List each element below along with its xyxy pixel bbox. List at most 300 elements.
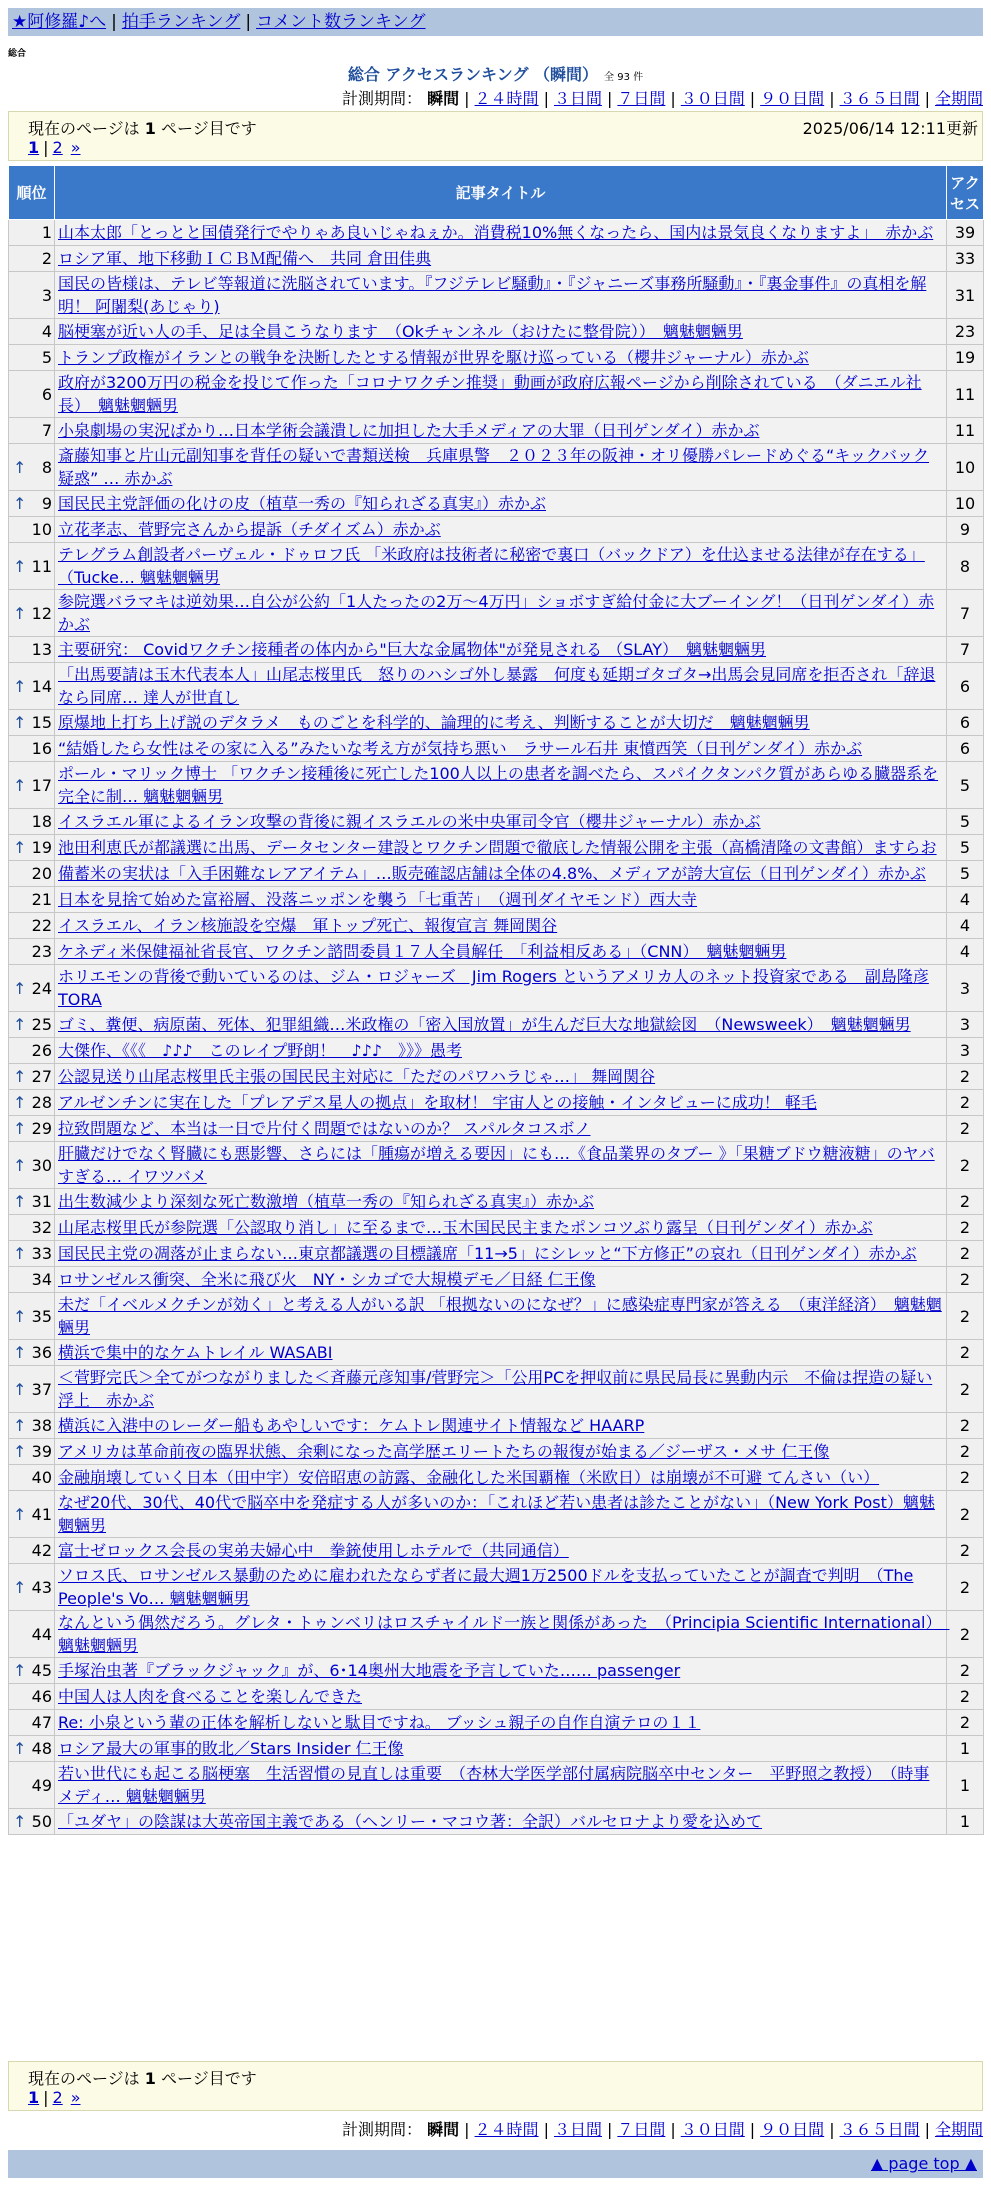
article-title-link[interactable]: テレグラム創設者パーヴェル・ドゥロフ氏 「米政府は技術者に秘密で裏口（バックドア）を仕込ませる法律が存在する」（Tucke… 魑魅魍魎男 [58, 545, 925, 587]
table-row [9, 1710, 984, 1736]
ranking-title-line [0, 62, 991, 85]
rank-number: 4 [41, 322, 52, 341]
table-row [9, 444, 984, 491]
access-count: 8 [947, 543, 984, 590]
access-count: 2 [947, 1189, 984, 1215]
page-next-link[interactable]: » [70, 138, 81, 157]
access-count: 7 [947, 637, 984, 663]
rank-cell [9, 1413, 55, 1439]
total-count: 全 93 件 [604, 72, 644, 83]
page-link-2[interactable]: 2 [52, 138, 63, 157]
table-row [9, 517, 984, 543]
title-cell [55, 345, 947, 371]
period-link-30d[interactable]: ３０日間 [680, 89, 745, 108]
rank-cell [9, 1538, 55, 1564]
article-title-link[interactable]: ロサンゼルス衝突、全米に飛び火 NY・シカゴで大規模デモ／日経 仁王像 [58, 1270, 596, 1289]
rank-cell [9, 1064, 55, 1090]
table-row [9, 1064, 984, 1090]
rank-cell [9, 1293, 55, 1340]
period-link-all[interactable]: 全期間 [934, 89, 983, 108]
title-cell [55, 1439, 947, 1465]
title-cell [55, 637, 947, 663]
title-cell [55, 246, 947, 272]
rank-cell [9, 1116, 55, 1142]
rank-cell [9, 965, 55, 1012]
rank-number: 25 [31, 1015, 52, 1034]
access-count: 4 [947, 913, 984, 939]
genre-label: 総合 [8, 49, 27, 59]
title-cell [55, 1064, 947, 1090]
title-cell [55, 371, 947, 418]
rank-number: 38 [31, 1416, 52, 1435]
rank-cell [9, 1189, 55, 1215]
rank-number: 27 [31, 1067, 52, 1086]
page-next-link[interactable]: » [70, 2088, 81, 2107]
article-title-link[interactable]: 出生数減少より深刻な死亡数激増（植草一秀の『知られざる真実』）赤かぶ [58, 1192, 595, 1211]
table-row [9, 1413, 984, 1439]
page-info-bottom [8, 2061, 983, 2111]
table-row [9, 371, 984, 418]
rank-cell [9, 491, 55, 517]
access-count: 3 [947, 965, 984, 1012]
access-count: 19 [947, 345, 984, 371]
rank-cell [9, 939, 55, 965]
title-cell [55, 913, 947, 939]
article-title-link[interactable]: ケネディ米保健福祉省長官、ワクチン諮問委員１７人全員解任 「利益相反ある」（CNN） 魑魅魍魎男 [58, 942, 787, 961]
article-title-link[interactable]: イスラエル、イラン核施設を空爆 軍トップ死亡、報復宣言 舞岡関谷 [58, 916, 558, 935]
article-title-link[interactable]: なぜ20代、30代、40代で脳卒中を発症する人が多いのか：「これほど若い患者は診たことがない」（New York Post）魑魅魍魎男 [58, 1493, 935, 1535]
rank-cell [9, 663, 55, 710]
rank-number: 7 [41, 421, 52, 440]
article-title-link[interactable]: 山本太郎「とっとと国債発行でやりゃあ良いじゃねぇか。消費税10%無くなったら、国内は景気良くなりますよ」 赤かぶ [58, 223, 934, 242]
table-row [9, 220, 984, 246]
title-cell [55, 809, 947, 835]
table-row [9, 418, 984, 444]
article-title-link[interactable]: 脳梗塞が近い人の手、足は全員こうなります （Okチャンネル（おけたに整骨院）） 魑魅魍魎男 [58, 322, 743, 341]
title-cell [55, 444, 947, 491]
access-count: 2 [947, 1267, 984, 1293]
up-arrow-icon: ↑ [13, 1306, 27, 1326]
table-row [9, 1241, 984, 1267]
rank-number: 29 [31, 1119, 52, 1138]
rank-number: 6 [41, 384, 52, 404]
title-cell [55, 939, 947, 965]
rank-cell [9, 1611, 55, 1658]
article-title-link[interactable]: ポール・マリック博士 「ワクチン接種後に死亡した100人以上の患者を調べたら、スパイクタンパク質があらゆる臓器系を完全に制… 魑魅魍魎男 [58, 764, 939, 806]
rank-number: 40 [31, 1468, 52, 1487]
period-link-7d[interactable]: ７日間 [617, 2120, 666, 2139]
up-arrow-icon: ↑ [13, 1015, 27, 1034]
up-arrow-icon: ↑ [13, 1739, 27, 1758]
nav-link-clap-ranking[interactable]: 拍手ランキング [121, 12, 241, 32]
up-arrow-icon: ↑ [13, 603, 27, 623]
table-row [9, 965, 984, 1012]
period-link-30d[interactable]: ３０日間 [680, 2120, 745, 2139]
ranking-title: 総合 アクセスランキング （瞬間） [347, 65, 599, 84]
rank-cell [9, 1710, 55, 1736]
article-title-link[interactable]: なんという偶然だろう。グレタ・トゥンベリはロスチャイルド一族と関係があった （Principia Scientific International） 魑魅魍魎男 [58, 1613, 950, 1655]
nav-separator: | [245, 12, 252, 32]
rank-cell [9, 1564, 55, 1611]
title-cell [55, 1684, 947, 1710]
up-arrow-icon: ↑ [13, 713, 27, 732]
period-link-3d[interactable]: ３日間 [553, 89, 602, 108]
title-cell [55, 1491, 947, 1538]
title-cell [55, 1736, 947, 1762]
access-count: 2 [947, 1439, 984, 1465]
rank-number: 47 [31, 1713, 52, 1732]
period-link-365d[interactable]: ３６５日間 [839, 89, 920, 108]
rank-cell [9, 1090, 55, 1116]
access-count: 2 [947, 1293, 984, 1340]
table-row [9, 1293, 984, 1340]
table-row [9, 1366, 984, 1413]
rank-cell [9, 319, 55, 345]
title-cell [55, 543, 947, 590]
table-row [9, 345, 984, 371]
access-count: 1 [947, 1736, 984, 1762]
access-count: 10 [947, 491, 984, 517]
rank-cell [9, 418, 55, 444]
article-title-link[interactable]: 未だ「イベルメクチンが効く」と考える人がいる訳 「根拠ないのになぜ？」に感染症専門家が答える （東洋経済） 魑魅魍魎男 [58, 1295, 942, 1337]
article-title-link[interactable]: 富士ゼロックス会長の実弟夫婦心中 拳銃使用しホテルで（共同通信） [58, 1541, 569, 1560]
article-title-link[interactable]: 「ユダヤ」の陰謀は大英帝国主義である（ヘンリー・マコウ著：全訳）バルセロナより愛を込めて [58, 1812, 763, 1831]
rank-cell [9, 590, 55, 637]
rank-number: 24 [31, 978, 52, 998]
article-title-link[interactable]: 政府が3200万円の税金を投じて作った「コロナワクチン推奨」動画が政府広報ページから削除されている （ダニエル社長） 魑魅魍魎男 [58, 373, 922, 415]
period-link-all[interactable]: 全期間 [934, 2120, 983, 2139]
access-count: 2 [947, 1658, 984, 1684]
article-title-link[interactable]: 若い世代にも起こる脳梗塞 生活習慣の見直しは重要 （杏林大学医学部付属病院脳卒中センター 平野照之教授） （時事メディ… 魑魅魍魎男 [58, 1764, 930, 1806]
access-count: 5 [947, 861, 984, 887]
article-title-link[interactable]: 備蓄米の実状は「入手困難なレアアイテム」…販売確認店舗は全体の4.8%、メディアが誇大宣伝（日刊ゲンダイ）赤かぶ [58, 864, 926, 883]
access-count: 3 [947, 1038, 984, 1064]
title-cell [55, 272, 947, 319]
table-row [9, 939, 984, 965]
rank-cell [9, 371, 55, 418]
title-cell [55, 736, 947, 762]
rank-number: 44 [31, 1624, 52, 1644]
access-count: 1 [947, 1809, 984, 1835]
article-title-link[interactable]: イスラエル軍によるイラン攻撃の背後に親イスラエルの米中央軍司令官（櫻井ジャーナル）赤かぶ [58, 812, 761, 831]
rank-number: 18 [31, 812, 52, 831]
ranking-table-body [9, 220, 984, 1835]
rank-number: 10 [31, 520, 52, 539]
article-title-link[interactable]: 国民民主党評価の化けの皮（植草一秀の『知られざる真実』）赤かぶ [58, 494, 547, 513]
page-link-1[interactable]: 1 [28, 138, 40, 157]
table-row [9, 835, 984, 861]
rank-number: 8 [41, 457, 52, 477]
title-cell [55, 1116, 947, 1142]
rank-cell [9, 1142, 55, 1189]
table-row [9, 1142, 984, 1189]
table-row [9, 543, 984, 590]
access-count: 2 [947, 1064, 984, 1090]
page-link-1[interactable]: 1 [28, 2088, 40, 2107]
up-arrow-icon: ↑ [13, 978, 27, 998]
table-row [9, 319, 984, 345]
table-row [9, 1611, 984, 1658]
rank-cell [9, 1762, 55, 1809]
rank-number: 32 [31, 1218, 52, 1237]
rank-number: 35 [31, 1306, 52, 1326]
rank-cell [9, 1809, 55, 1835]
table-row [9, 1658, 984, 1684]
article-title-link[interactable]: 横浜に入港中のレーダー船もあやしいです：ケムトレ関連サイト情報など HAARP [58, 1416, 645, 1435]
article-title-link[interactable]: 池田利恵氏が都議選に出馬、データセンター建設とワクチン問題で徹底した情報公開を主張（高橋清隆の文書館）ますらお [58, 838, 937, 857]
period-link-90d[interactable]: ９０日間 [760, 2120, 825, 2139]
period-link-7d[interactable]: ７日間 [617, 89, 666, 108]
table-row [9, 1215, 984, 1241]
rank-number: 12 [31, 603, 52, 623]
table-row [9, 1116, 984, 1142]
access-count: 31 [947, 272, 984, 319]
rank-number: 42 [31, 1541, 52, 1560]
rank-cell [9, 835, 55, 861]
rank-cell [9, 1340, 55, 1366]
ranking-table [8, 165, 984, 1835]
rank-cell [9, 1439, 55, 1465]
up-arrow-icon: ↑ [13, 676, 27, 696]
article-title-link[interactable]: 国民民主党の凋落が止まらない…東京都議選の目標議席「11→5」にシレッと“下方修正”の哀れ（日刊ゲンダイ）赤かぶ [58, 1244, 917, 1263]
period-link-90d[interactable]: ９０日間 [760, 89, 825, 108]
title-cell [55, 1413, 947, 1439]
rank-cell [9, 444, 55, 491]
period-current: 瞬間 [427, 2120, 460, 2139]
period-link-3d[interactable]: ３日間 [553, 2120, 602, 2139]
access-count: 2 [947, 1090, 984, 1116]
rank-number: 37 [31, 1379, 52, 1399]
table-row [9, 1090, 984, 1116]
rank-cell [9, 1215, 55, 1241]
up-arrow-icon: ↑ [13, 1442, 27, 1461]
rank-number: 16 [31, 739, 52, 758]
access-count: 6 [947, 663, 984, 710]
rank-number: 28 [31, 1093, 52, 1112]
title-cell [55, 1538, 947, 1564]
title-cell [55, 710, 947, 736]
rank-number: 3 [41, 285, 52, 305]
title-cell [55, 1340, 947, 1366]
rank-number: 45 [31, 1661, 52, 1680]
access-count: 11 [947, 371, 984, 418]
access-count: 11 [947, 418, 984, 444]
table-row [9, 1564, 984, 1611]
col-header-title: 記事タイトル [55, 166, 947, 220]
title-cell [55, 1189, 947, 1215]
period-current: 瞬間 [427, 89, 460, 108]
table-row [9, 1340, 984, 1366]
access-count: 4 [947, 887, 984, 913]
title-cell [55, 1293, 947, 1340]
table-row [9, 1809, 984, 1835]
access-count: 2 [947, 1340, 984, 1366]
article-title-link[interactable]: 参院選バラマキは逆効果…自公が公約「1人たったの2万～4万円」ショボすぎ給付金に大ブーイング！（日刊ゲンダイ）赤かぶ [58, 592, 935, 634]
table-row [9, 1465, 984, 1491]
rank-number: 15 [31, 713, 52, 732]
up-arrow-icon: ↑ [13, 1067, 27, 1086]
article-title-link[interactable]: ロシア最大の軍事的敗北／Stars Insider 仁王像 [58, 1739, 404, 1758]
title-cell [55, 1658, 947, 1684]
article-title-link[interactable]: 金融崩壊していく日本（田中宇）安倍昭恵の訪露、金融化した米国覇権（米欧日）は崩壊が不可避 てんさい（い） [58, 1468, 880, 1487]
article-title-link[interactable]: 日本を見捨て始めた富裕層、没落ニッポンを襲う「七重苦」 （週刊ダイヤモンド）西大寺 [58, 890, 698, 909]
access-count: 7 [947, 590, 984, 637]
access-count: 5 [947, 835, 984, 861]
article-title-link[interactable]: 国民の皆様は、テレビ等報道に洗脳されています。『フジテレビ騒動』・『ジャニーズ事務所騒動』・『裏金事件』の真相を解明！ 阿闍梨(あじゃり) [58, 274, 927, 316]
rank-number: 48 [31, 1739, 52, 1758]
article-title-link[interactable]: トランプ政権がイランとの戦争を決断したとする情報が世界を駆け巡っている（櫻井ジャーナル）赤かぶ [58, 348, 809, 367]
access-count: 2 [947, 1413, 984, 1439]
up-arrow-icon: ↑ [13, 556, 27, 576]
table-row [9, 1762, 984, 1809]
rank-number: 19 [31, 838, 52, 857]
article-title-link[interactable]: アルゼンチンに実在した「プレアデス星人の拠点」を取材！ 宇宙人との接触・インタビューに成功！ 軽毛 [58, 1093, 817, 1112]
title-cell [55, 1142, 947, 1189]
title-cell [55, 1809, 947, 1835]
up-arrow-icon: ↑ [13, 1577, 27, 1597]
access-count: 5 [947, 809, 984, 835]
up-arrow-icon: ↑ [13, 1812, 27, 1831]
title-cell [55, 1038, 947, 1064]
rank-number: 20 [31, 864, 52, 883]
article-title-link[interactable]: 中国人は人肉を食べることを楽しんできた [58, 1687, 363, 1706]
pagination: 1 | 2 » [28, 2088, 81, 2107]
article-title-link[interactable]: 横浜で集中的なケムトレイル WASABI [58, 1343, 333, 1362]
title-cell [55, 663, 947, 710]
title-cell [55, 590, 947, 637]
article-title-link[interactable]: ロシア軍、地下移動ＩＣＢＭ配備へ 共同 倉田佳典 [58, 249, 432, 268]
rank-number: 17 [31, 775, 52, 795]
article-title-link[interactable]: 小泉劇場の実況ばかり…日本学術会議潰しに加担した大手メディアの大罪（日刊ゲンダイ）赤かぶ [58, 421, 760, 440]
period-link-24h[interactable]: ２４時間 [474, 89, 539, 108]
article-title-link[interactable]: 立花孝志、菅野完さんから提訴（チダイズム）赤かぶ [58, 520, 441, 539]
access-count: 6 [947, 710, 984, 736]
article-title-link[interactable]: 「出馬要請は玉木代表本人」山尾志桜里氏 怒りのハシゴ外し暴露 何度も延期ゴタゴタ→出馬会見同席を拒否され「辞退なら同席… 達人が世直し [58, 665, 936, 707]
title-cell [55, 418, 947, 444]
rank-number: 31 [31, 1192, 52, 1211]
article-title-link[interactable]: ホリエモンの背後で動いているのは、ジム・ロジャーズ Jim Rogers というアメリカ人のネット投資家である 副島隆彦 TORA [58, 967, 929, 1009]
rank-cell [9, 1465, 55, 1491]
access-count: 2 [947, 1684, 984, 1710]
rank-number: 36 [31, 1343, 52, 1362]
title-cell [55, 887, 947, 913]
rank-cell [9, 543, 55, 590]
rank-number: 14 [31, 676, 52, 696]
title-cell [55, 319, 947, 345]
article-title-link[interactable]: “結婚したら女性はその家に入る”みたいな考え方が気持ち悪い ラサール石井 東憤西笑（日刊ゲンダイ）赤かぶ [58, 739, 863, 758]
rank-cell [9, 1366, 55, 1413]
period-label: 計測期間： [342, 89, 423, 108]
access-count: 3 [947, 1012, 984, 1038]
rank-number: 46 [31, 1687, 52, 1706]
table-row [9, 762, 984, 809]
rank-cell [9, 809, 55, 835]
page-info-top [8, 111, 983, 161]
title-cell [55, 1012, 947, 1038]
title-cell [55, 491, 947, 517]
access-count: 2 [947, 1710, 984, 1736]
rank-cell [9, 517, 55, 543]
article-title-link[interactable]: アメリカは革命前夜の臨界状態、余剰になった高学歴エリートたちの報復が始まる／ジーザス・メサ 仁王像 [58, 1442, 830, 1461]
nav-link-comment-ranking[interactable]: コメント数ランキング [256, 12, 426, 32]
current-page-text: 現在のページは 1 ページ目です [28, 2069, 257, 2088]
page-top-link[interactable]: ▲ page top ▲ [870, 2154, 977, 2173]
bottom-bar [8, 2150, 983, 2178]
page-link-2[interactable]: 2 [52, 2088, 63, 2107]
article-title-link[interactable]: 山尾志桜里氏が参院選「公認取り消し」に至るまで…玉木国民民主またポンコツぶり露呈（日刊ゲンダイ）赤かぶ [58, 1218, 873, 1237]
article-title-link[interactable]: 斎藤知事と片山元副知事を背任の疑いで書類送検 兵庫県警 ２０２３年の阪神・オリ優勝パレードめぐる“キックバック疑惑” … 赤かぶ [58, 446, 930, 488]
rank-number: 34 [31, 1270, 52, 1289]
table-row [9, 913, 984, 939]
access-count: 10 [947, 444, 984, 491]
rank-number: 39 [31, 1442, 52, 1461]
rank-number: 26 [31, 1041, 52, 1060]
title-cell [55, 1465, 947, 1491]
rank-cell [9, 637, 55, 663]
access-count: 2 [947, 1366, 984, 1413]
article-title-link[interactable]: 肝臓だけでなく腎臓にも悪影響、さらには「腫瘍が増える要因」にも…《食品業界のタブー 》「果糖ブドウ糖液糖」のヤバすぎる… イワツバメ [58, 1144, 935, 1186]
access-count: 1 [947, 1762, 984, 1809]
rank-cell [9, 272, 55, 319]
period-link-365d[interactable]: ３６５日間 [839, 2120, 920, 2139]
article-title-link[interactable]: 公認見送り山尾志桜里氏主張の国民民主対応に「ただのパワハラじゃ…」 舞岡関谷 [58, 1067, 656, 1086]
rank-cell [9, 861, 55, 887]
access-count: 2 [947, 1564, 984, 1611]
rank-cell [9, 1038, 55, 1064]
nav-link-asyura[interactable]: ★阿修羅♪へ [12, 12, 107, 32]
table-row [9, 1038, 984, 1064]
up-arrow-icon: ↑ [13, 1244, 27, 1263]
rank-number: 9 [41, 494, 52, 513]
title-cell [55, 762, 947, 809]
top-nav-bar [8, 8, 983, 36]
access-count: 2 [947, 1465, 984, 1491]
table-row [9, 1439, 984, 1465]
article-title-link[interactable]: 手塚治虫著『ブラックジャック』が、6･14奥州大地震を予言していた…… passenger [58, 1661, 681, 1680]
article-title-link[interactable]: ソロス氏、ロサンゼルス暴動のために雇われたならず者に最大週1万2500ドルを支払っていたことが調査で判明 （The People's Vo… 魑魅魍魎男 [58, 1566, 914, 1608]
table-row [9, 1267, 984, 1293]
period-label: 計測期間： [342, 2120, 423, 2139]
period-selector-bottom: 計測期間： 瞬間 | ２４時間 | ３日間 | ７日間 | ３０日間 | ９０日間 | ３６５日間 | 全期間 [342, 2120, 983, 2139]
period-link-24h[interactable]: ２４時間 [474, 2120, 539, 2139]
current-page-text: 現在のページは 1 ページ目です [28, 119, 257, 138]
rank-cell [9, 1012, 55, 1038]
col-header-access: アクセス [947, 166, 984, 220]
title-cell [55, 1611, 950, 1658]
article-title-link[interactable]: ＜菅野完氏＞全てがつながりました＜斉藤元彦知事/菅野完＞「公用PCを押収前に県民局長に異動内示 不倫は捏造の疑い浮上 赤かぶ [58, 1368, 933, 1410]
rank-number: 11 [31, 556, 52, 576]
table-row [9, 861, 984, 887]
article-title-link[interactable]: 原爆地上打ち上げ説のデタラメ ものごとを科学的、論理的に考え、判断することが大切だ 魑魅魍魎男 [58, 713, 810, 732]
rank-number: 50 [31, 1812, 52, 1831]
article-title-link[interactable]: Re: 小泉という輩の正体を解析しないと駄目ですね。 ブッシュ親子の自作自演テロの１１ [58, 1713, 701, 1732]
nav-separator: | [111, 12, 117, 32]
rank-number: 30 [31, 1155, 52, 1175]
table-row [9, 1538, 984, 1564]
article-title-link[interactable]: 大傑作、《《《 ♪♪♪ このレイプ野朗！ ♪♪♪ 》》》愚考 [58, 1041, 462, 1060]
title-cell [55, 1267, 947, 1293]
col-header-rank: 順位 [9, 166, 55, 220]
table-row [9, 637, 984, 663]
table-row [9, 1491, 984, 1538]
rank-number: 33 [31, 1244, 52, 1263]
article-title-link[interactable]: 主要研究： Covidワクチン接種者の体内から"巨大な金属物体"が発見される （SLAY） 魑魅魍魎男 [58, 640, 767, 659]
title-cell [55, 517, 947, 543]
up-arrow-icon: ↑ [13, 457, 27, 477]
title-cell [55, 965, 947, 1012]
article-title-link[interactable]: 拉致問題など、本当は一日で片付く問題ではないのか？ スパルタコスボノ [58, 1119, 591, 1138]
article-title-link[interactable]: ゴミ、糞便、病原菌、死体、犯罪組織…米政権の「密入国放置」が生んだ巨大な地獄絵図 （Newsweek） 魑魅魍魎男 [58, 1015, 911, 1034]
